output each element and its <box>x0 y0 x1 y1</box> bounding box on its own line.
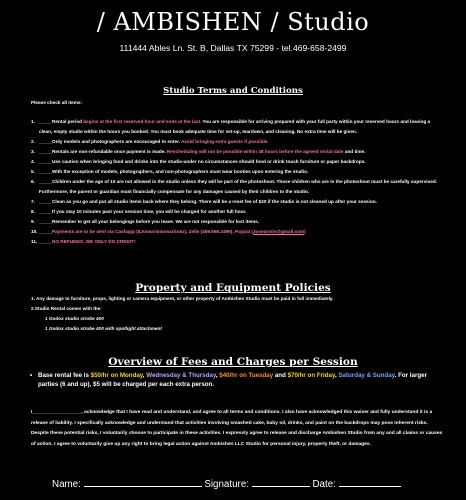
terms-item-number: 11. <box>31 239 38 244</box>
terms-item-number: 3. <box>31 149 35 154</box>
signature-label: Signature: <box>204 479 249 490</box>
terms-item <box>31 237 441 247</box>
fees-text <box>38 372 427 388</box>
terms-item-text: Clean as you go and put all studio items back where they belong. There will be a reset fee of $20 if the studio is not cleaned up after your session. <box>52 199 377 204</box>
terms-item-number: 4. <box>31 159 35 164</box>
property-line-1: 1. Any damage to furniture, props, lighting or camera equipment, or other property of Ambishen Studio must be paid in full immediately. <box>31 296 334 301</box>
date-label: Date: <box>312 479 336 490</box>
terms-item-text: You are responsible for arriving prepared with your full party within your reserved hours and leaving a clean, empty studio within the hours you booked. You must book adequate time for set-up, teardown, and cleaning. No extra time will be given. <box>39 119 431 134</box>
terms-item <box>31 157 441 167</box>
name-label: Name: <box>52 479 81 490</box>
check-blank[interactable]: _____ <box>39 199 53 204</box>
check-blank[interactable]: _____ <box>39 239 53 244</box>
fees-text-part: Monday <box>119 372 143 379</box>
terms-item <box>31 177 441 197</box>
terms-item-number: 10. <box>31 229 38 234</box>
terms-item <box>31 217 441 227</box>
terms-item <box>31 117 441 137</box>
terms-list <box>31 117 441 247</box>
check-blank[interactable]: _____ <box>39 169 53 174</box>
terms-item-text: Only models and photographers are encouraged to enter. <box>52 139 182 144</box>
bullet-icon: • <box>30 372 33 379</box>
fees-text-part: $50/hr on <box>90 372 120 379</box>
terms-intro: Please check all items: <box>31 100 83 105</box>
check-blank[interactable]: _____ <box>39 219 53 224</box>
check-blank[interactable]: _____ <box>39 229 53 234</box>
fees-text-part: , <box>142 372 147 379</box>
terms-item <box>31 167 441 177</box>
fees-text-part: Saturday & Sunday <box>338 372 395 379</box>
property-line-2: 2.Studio Rental comes with the: <box>31 306 102 311</box>
property-title: Property and Equipment Policies <box>135 282 331 294</box>
terms-item-text: With the exception of models, photographers, and non-photographers must wear booties upon entering the studio. <box>52 169 309 174</box>
fees-text-part: , <box>215 372 220 379</box>
waiver-text: I__________________, acknowledge that I have read and understand, and agree to all terms and conditions. I also have acknowledged this waiver and fully understand it is a release of liability. I specifically acknowledge and understand that activities involving smashed cake, baby oil, drinks, and paint on the backdrops may pose inherent risks. Despite these potential risks, I voluntarily choose to participate in these activities. I expressly agree to release and discharge Ambishen Studio from any and all claims or causes of action. I agree to voluntarily give up any right to bring legal action against Ambishen LLC Studio for personal injury, property theft, or damages. <box>31 410 443 447</box>
terms-item <box>31 137 441 147</box>
check-blank[interactable]: _____ <box>39 119 53 124</box>
terms-item-number: 1. <box>31 119 35 124</box>
terms-item-text: If you stay 10 minutes past your session time, you will be charged for another full hour. <box>52 209 247 214</box>
check-blank[interactable]: _____ <box>39 159 53 164</box>
terms-item-number: 8. <box>31 209 35 214</box>
fees-text-part: and <box>273 372 288 379</box>
terms-item-text: begins at the first reserved hour and ends at the last. <box>83 119 202 124</box>
terms-item <box>31 207 441 217</box>
property-item: 1 Godox studio strobe 400 <box>45 316 104 321</box>
terms-item-text: Rental period <box>52 119 84 124</box>
check-blank[interactable]: _____ <box>39 179 53 184</box>
terms-item-text: Rescheduling will not be possible within 48 hours before the agreed rental date <box>166 149 344 154</box>
check-blank[interactable]: _____ <box>39 149 53 154</box>
signature-line <box>52 478 452 490</box>
terms-item-number: 7. <box>31 199 35 204</box>
property-section <box>31 294 451 334</box>
check-blank[interactable]: _____ <box>39 209 53 214</box>
terms-title: Studio Terms and Conditions <box>163 86 303 96</box>
terms-item-number: 9. <box>31 219 35 224</box>
fees-text-part: . For larger parties (6 and up), $5 will be charged per each extra person. <box>38 372 427 388</box>
terms-item-text: Avoid bringing extra guests if possible. <box>181 139 269 144</box>
fees-title: Overview of Fees and Charges per Session <box>108 356 358 368</box>
terms-item-text: Josearmin@gmail.com <box>252 229 305 234</box>
terms-item-text: ) <box>304 229 306 234</box>
terms-item-number: 5. <box>31 169 35 174</box>
terms-item-text: Payments are to be sent via Cashapp ($Joseariminmartinez), Zelle (469.658.2499), Paypal ( <box>52 229 253 234</box>
terms-item-number: 6. <box>31 179 35 184</box>
terms-item-text: NO REFUNDS. WE ONLY DO CREDIT! <box>52 239 136 244</box>
fees-text-part: Base rental fee is <box>38 372 91 379</box>
terms-item-text: Children under the age of 10 are not allowed in the studio unless they will be part of the photoshoot. Those children who are in the photoshoot must be carefully supervised. Furthermore, the parent or guardian must financially compensate for any damages caused by their children to the studio. <box>39 179 437 194</box>
terms-item <box>31 197 441 207</box>
fees-text-part: $70/hr on Friday <box>287 372 335 379</box>
terms-item-text: and time. <box>343 149 366 154</box>
name-field[interactable] <box>84 478 202 487</box>
fees-text-part: $40/hr on Tuesday <box>219 372 274 379</box>
terms-item-text: Remember to get all your belongings before you leave. We are not responsible for lost items. <box>52 219 260 224</box>
studio-address: 111444 Ables Ln. St. B, Dallas TX 75299 - tel.469-658-2499 <box>119 43 347 53</box>
terms-item-text: Use caution when bringing food and drinks into the studio-under no circumstances should food or drink touch furniture or paper backdrops. <box>52 159 366 164</box>
terms-item-text: Rentals are non-refundable once payment is made. <box>52 149 167 154</box>
terms-item <box>31 147 441 157</box>
fees-text-part: Wednesday & Thursday <box>146 372 216 379</box>
signature-field[interactable] <box>252 478 310 487</box>
fees-text-part: , <box>334 372 339 379</box>
brand-title: / AMBISHEN / Studio <box>96 8 370 36</box>
check-blank[interactable]: _____ <box>39 139 53 144</box>
terms-item-number: 2. <box>31 139 35 144</box>
fees-section <box>30 371 448 389</box>
terms-item <box>31 227 441 237</box>
property-item: 1 Godox studio strobe 400 with spotlight attachment <box>45 326 162 331</box>
date-field[interactable] <box>339 478 401 487</box>
